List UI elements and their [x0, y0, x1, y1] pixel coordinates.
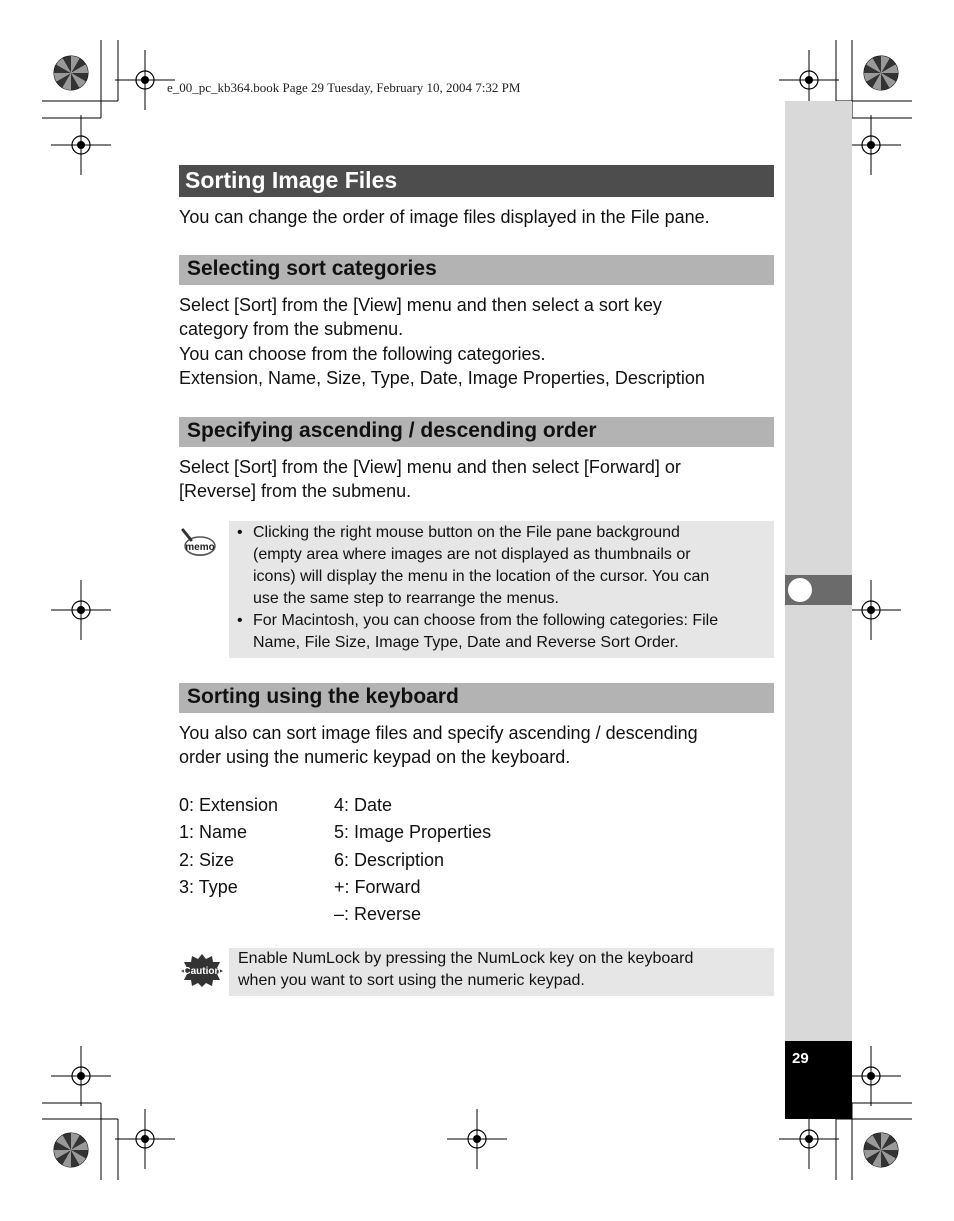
intro-line: You can change the order of image files displayed in the File pane. [179, 207, 710, 227]
key-list-right [334, 792, 491, 928]
key-item: +: Forward [334, 876, 421, 897]
body-line: category from the submenu. [179, 319, 404, 340]
key-item: 0: Extension [179, 795, 279, 815]
chapter-tab-circle [788, 578, 812, 602]
section-heading-order: Specifying ascending / descending order [187, 419, 597, 442]
section-heading-sort-categories: Selecting sort categories [187, 257, 437, 280]
body-line: Select [Sort] from the [View] menu and then select a sort key [179, 295, 662, 315]
caution-icon-label: Caution [183, 966, 221, 977]
key-item: 5: Image Properties [334, 822, 492, 843]
section-body-order [179, 455, 779, 504]
body-line: Extension, Name, Size, Type, Date, Image Properties, Description [179, 367, 705, 388]
intro-paragraph [179, 205, 779, 229]
body-line: Select [Sort] from the [View] menu and then select [Forward] or [179, 457, 681, 477]
memo-line: icons) will display the menu in the location of the cursor. You can [253, 568, 710, 585]
key-item: 3: Type [179, 876, 238, 897]
side-band [785, 101, 852, 1041]
memo-line: For Macintosh, you can choose from the following categories: File [253, 612, 719, 629]
print-header: e_00_pc_kb364.book Page 29 Tuesday, February 10, 2004 7:32 PM [167, 80, 521, 95]
body-line: You can choose from the following categories. [179, 343, 546, 364]
key-item: 1: Name [179, 822, 248, 843]
memo-icon [181, 528, 217, 560]
bullet-symbol: • [237, 612, 243, 629]
caution-icon [180, 953, 224, 987]
bullet-symbol: • [237, 524, 243, 541]
section-body-sort-categories [179, 293, 779, 390]
memo-line: Clicking the right mouse button on the File pane background [253, 524, 680, 541]
key-item: 4: Date [334, 795, 393, 815]
body-line: order using the numeric keypad on the keyboard. [179, 747, 571, 768]
section-body-keyboard [179, 721, 779, 770]
key-list-left [179, 792, 278, 901]
memo-line: use the same step to rearrange the menus. [253, 590, 559, 607]
page-number: 29 [792, 1050, 809, 1067]
body-line: [Reverse] from the submenu. [179, 481, 412, 502]
caution-line: when you want to sort using the numeric keypad. [238, 972, 585, 989]
memo-icon-label: memo [185, 542, 215, 553]
page-title: Sorting Image Files [185, 167, 398, 193]
body-line: You also can sort image files and specify ascending / descending [179, 723, 698, 743]
memo-line: (empty area where images are not displayed as thumbnails or [253, 546, 691, 563]
memo-line: Name, File Size, Image Type, Date and Reverse Sort Order. [253, 634, 679, 651]
key-item: –: Reverse [334, 904, 422, 925]
caution-text [238, 948, 693, 992]
key-item: 6: Description [334, 849, 445, 870]
section-heading-keyboard: Sorting using the keyboard [187, 685, 459, 708]
key-item: 2: Size [179, 849, 235, 870]
caution-line: Enable NumLock by pressing the NumLock key on the keyboard [238, 950, 694, 967]
